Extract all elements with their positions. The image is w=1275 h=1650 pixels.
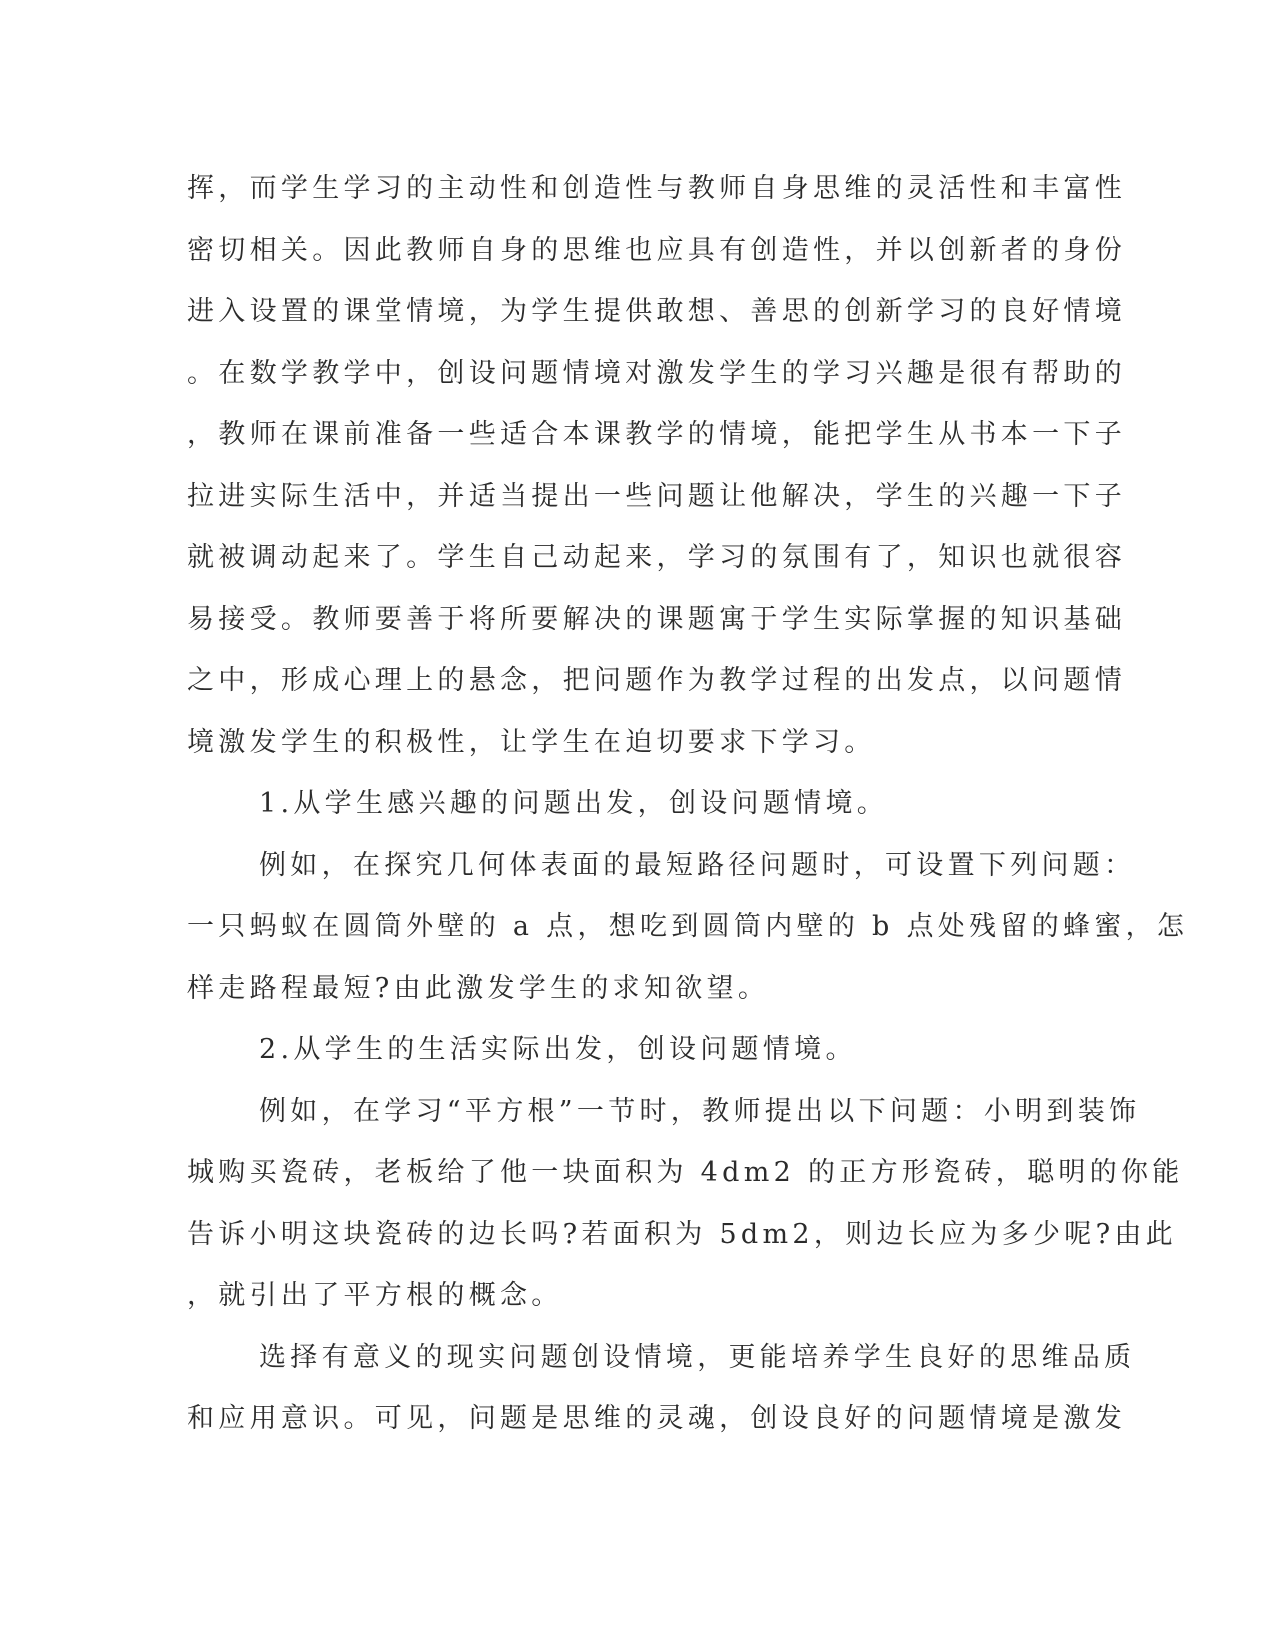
text-line: ，就引出了平方根的概念。 <box>187 1280 563 1311</box>
section-heading-2: 2.从学生的生活实际出发，创设问题情境。 <box>259 1034 857 1065</box>
text-line: 例如，在学习“平方根”一节时，教师提出以下问题：小明到装饰 <box>259 1095 1141 1127</box>
text-line: 告诉小明这块瓷砖的边长吗?若面积为 5dm2，则边长应为多少呢?由此 <box>187 1218 1177 1250</box>
section-heading-1: 1.从学生感兴趣的问题出发，创设问题情境。 <box>259 788 889 819</box>
text-line: 之中，形成心理上的悬念，把问题作为教学过程的出发点，以问题情 <box>187 665 1126 696</box>
text-line: 密切相关。因此教师自身的思维也应具有创造性，并以创新者的身份 <box>187 234 1126 266</box>
text-line: 和应用意识。可见，问题是思维的灵魂，创设良好的问题情境是激发 <box>187 1403 1126 1434</box>
text-line: 城购买瓷砖，老板给了他一块面积为 4dm2 的正方形瓷砖，聪明的你能 <box>187 1157 1184 1188</box>
body-text <box>187 158 1189 1450</box>
text-line: 进入设置的课堂情境，为学生提供敢想、善思的创新学习的良好情境 <box>187 296 1126 327</box>
text-line: 境激发学生的积极性，让学生在迫切要求下学习。 <box>187 726 876 758</box>
text-line: 一只蚂蚁在圆筒外壁的 a 点，想吃到圆筒内壁的 b 点处残留的蜂蜜，怎 <box>187 911 1189 942</box>
text-line: 挥，而学生学习的主动性和创造性与教师自身思维的灵活性和丰富性 <box>187 173 1126 204</box>
text-line: 选择有意义的现实问题创设情境，更能培养学生良好的思维品质 <box>259 1341 1136 1373</box>
text-line: ，教师在课前准备一些适合本课教学的情境，能把学生从书本一下子 <box>187 419 1126 450</box>
text-line: 易接受。教师要善于将所要解决的课题寓于学生实际掌握的知识基础 <box>187 603 1126 635</box>
text-line: 例如，在探究几何体表面的最短路径问题时，可设置下列问题： <box>259 849 1136 881</box>
text-line: 拉进实际生活中，并适当提出一些问题让他解决，学生的兴趣一下子 <box>187 480 1126 512</box>
text-line: 就被调动起来了。学生自己动起来，学习的氛围有了，知识也就很容 <box>187 542 1126 573</box>
text-line: 样走路程最短?由此激发学生的求知欲望。 <box>187 972 770 1004</box>
text-line: 。在数学教学中，创设问题情境对激发学生的学习兴趣是很有帮助的 <box>187 357 1126 389</box>
